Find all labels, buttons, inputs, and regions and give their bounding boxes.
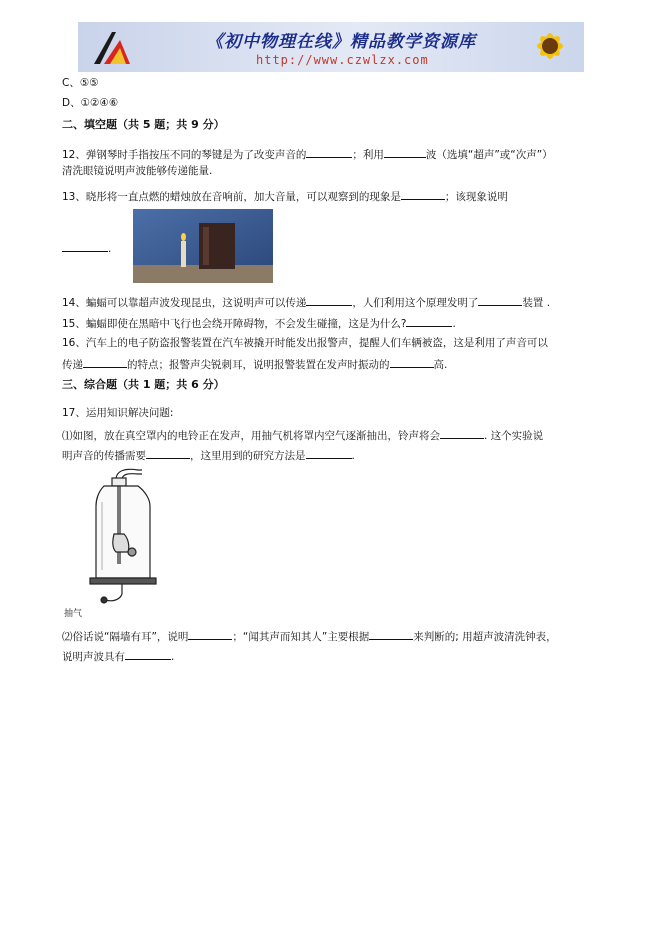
answer-blank	[306, 146, 352, 158]
section-3-title: 三、综合题（共 1 题；共 6 分）	[62, 378, 225, 391]
sunflower-icon	[518, 22, 578, 72]
question-17-part2-line2	[62, 648, 174, 664]
question-14-text-c: 装置 .	[522, 297, 551, 309]
answer-blank	[384, 146, 426, 158]
question-16-text-a: 传递	[62, 359, 83, 371]
question-17-intro: 17、运用知识解决问题:	[62, 407, 174, 419]
question-17-text-p2a: ⑵俗话说“隔墙有耳”，说明	[62, 631, 189, 643]
answer-blank	[390, 356, 434, 368]
figure-label-air-pump: 抽气	[64, 609, 83, 618]
question-17-text-p1d: ，这里用到的研究方法是	[190, 450, 306, 462]
answer-blank	[125, 648, 171, 660]
section-2-title: 二、填空题（共 5 题；共 9 分）	[62, 118, 225, 131]
logo-icon	[90, 28, 134, 68]
question-17-text-p1c: 明声音的传播需要	[62, 450, 146, 462]
answer-blank	[440, 427, 484, 439]
question-14	[62, 294, 550, 310]
question-13-line2	[62, 240, 111, 256]
question-13-end: .	[108, 243, 112, 255]
question-15-end: .	[452, 318, 456, 330]
answer-blank	[401, 188, 445, 200]
question-15-text-a: 15、蝙蝠即使在黑暗中飞行也会绕开障碍物，不会发生碰撞，这是为什么?	[62, 318, 407, 330]
question-13-text-a: 13、晓彤将一直点燃的蜡烛放在音响前，加大音量，可以观察到的现象是	[62, 191, 401, 203]
question-12-text-a: 12、弹钢琴时手指按压不同的琴键是为了改变声音的	[62, 149, 307, 161]
answer-blank	[188, 628, 232, 640]
question-16-line2	[62, 356, 447, 372]
answer-blank	[306, 294, 352, 306]
question-13-text-b: ；该现象说明	[444, 191, 508, 203]
answer-blank	[406, 315, 452, 327]
question-12-text-b: ；利用	[352, 149, 384, 161]
option-d: D、①②④⑥	[62, 97, 119, 109]
answer-blank	[306, 447, 352, 459]
question-13-line1	[62, 188, 508, 204]
question-17-text-p2d: 说明声波具有	[62, 651, 125, 663]
question-16-text-c: 高.	[433, 359, 448, 371]
question-12-line1	[62, 146, 553, 162]
question-17-part1-line1	[62, 427, 543, 443]
banner-url: http://www.czwlzx.com	[256, 53, 429, 67]
question-16-text-b: 的特点；报警声尖锐刺耳，说明报警装置在发声时振动的	[127, 359, 390, 371]
header-banner	[78, 22, 584, 72]
answer-blank	[62, 240, 108, 252]
question-17-text-p1b: . 这个实验说	[484, 430, 544, 442]
question-17-text-p1e: .	[351, 450, 355, 462]
question-17-part2-line1	[62, 628, 557, 644]
question-15	[62, 315, 456, 331]
banner-title: 《初中物理在线》精品教学资源库	[206, 32, 476, 52]
question-17-text-p2e: .	[171, 651, 175, 663]
question-17-text-p2c: 来判断的; 用超声波清洗钟表，	[413, 631, 557, 643]
answer-blank	[146, 447, 190, 459]
question-17-text-p2b: ；“闻其声而知其人”主要根据	[232, 631, 370, 643]
question-14-text-a: 14、蝙蝠可以靠超声波发现昆虫，这说明声可以传递	[62, 297, 307, 309]
question-14-text-b: ，人们利用这个原理发明了	[352, 297, 479, 309]
bell-jar-diagram	[62, 466, 157, 618]
option-c: C、⑤⑤	[62, 77, 99, 89]
answer-blank	[83, 356, 127, 368]
answer-blank	[369, 628, 413, 640]
question-12-line2: 清洗眼镜说明声波能够传递能量.	[62, 165, 213, 177]
question-17-part1-line2	[62, 447, 355, 463]
question-12-text-c: 波（选填“超声”或“次声”）	[425, 149, 553, 161]
answer-blank	[478, 294, 522, 306]
question-17-text-p1a: ⑴如图，放在真空罩内的电铃正在发声，用抽气机将罩内空气逐渐抽出，铃声将会	[62, 430, 440, 442]
question-16-line1: 16、汽车上的电子防盗报警装置在汽车被撬开时能发出报警声，提醒人们车辆被盗，这是利用了声音可以	[62, 337, 548, 349]
candle-speaker-photo	[133, 209, 273, 283]
